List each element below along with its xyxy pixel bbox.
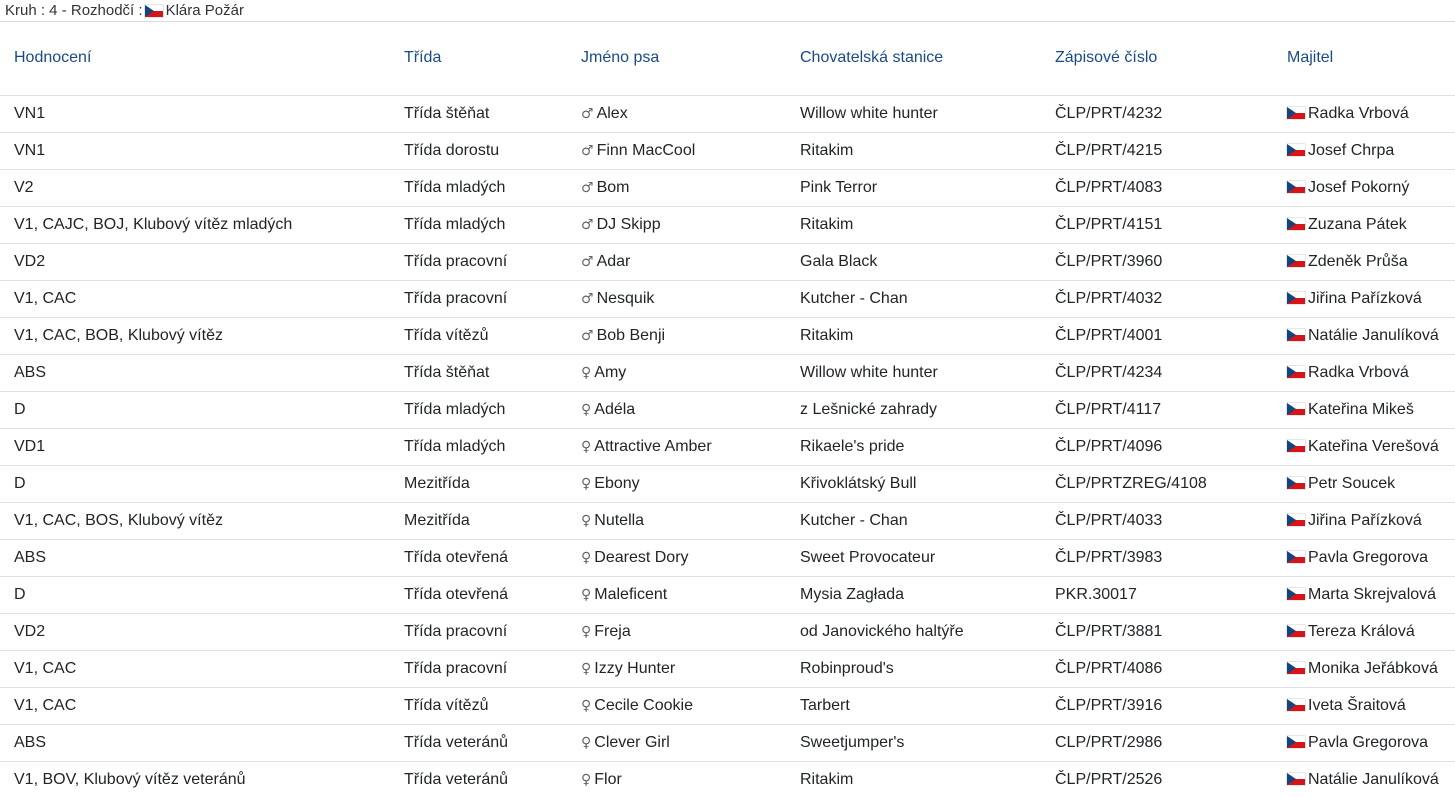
- table-row: [0, 132, 1455, 169]
- cz-flag-icon: [1287, 477, 1305, 489]
- kennel-cell: Ritakim: [800, 770, 854, 788]
- kennel-cell: Sweetjumper's: [786, 724, 1041, 761]
- class-cell: Třída vítězů: [390, 687, 567, 724]
- registration-cell: ČLP/PRT/2526: [1055, 770, 1163, 788]
- table-row: [0, 465, 1455, 502]
- registration-cell: ČLP/PRT/4234: [1041, 354, 1273, 391]
- class-cell: Třída mladých: [390, 169, 567, 206]
- table-row: [0, 317, 1455, 354]
- kennel-cell: Ritakim: [786, 206, 1041, 243]
- registration-cell: ČLP/PRT/4086: [1041, 650, 1273, 687]
- table-row: [0, 95, 1455, 132]
- owner-cell: [1273, 724, 1455, 761]
- rating-cell: VD2: [0, 613, 390, 650]
- dog-name[interactable]: Clever Girl: [594, 733, 670, 751]
- rating-cell: VN1: [0, 132, 390, 169]
- kennel-cell: Willow white hunter: [786, 95, 1041, 132]
- table-row: [0, 613, 1455, 650]
- dog-name-cell: [567, 132, 786, 169]
- owner-cell: [1273, 206, 1455, 243]
- dog-name[interactable]: Flor: [594, 770, 622, 788]
- owner-cell: [1273, 465, 1455, 502]
- registration-cell: ČLP/PRT/4117: [1041, 391, 1273, 428]
- dog-name[interactable]: Alex: [596, 104, 628, 122]
- dog-name-cell: [567, 428, 786, 465]
- cz-flag-icon: [1287, 625, 1305, 637]
- owner-name: Iveta Šraitová: [1308, 696, 1406, 714]
- ring-label: Kruh : 4 - Rozhodčí :: [5, 2, 143, 19]
- ring-header: [0, 0, 1455, 22]
- registration-cell: ČLP/PRT/4083: [1041, 169, 1273, 206]
- column-header-rating[interactable]: Hodnocení: [0, 22, 390, 95]
- female-icon: ♀: [581, 475, 592, 492]
- female-icon: ♀: [581, 549, 592, 566]
- table-row: [0, 428, 1455, 465]
- owner-name: Josef Chrpa: [1308, 141, 1395, 159]
- owner-name: Josef Pokorný: [1308, 178, 1410, 196]
- owner-name: Kateřina Mikeš: [1308, 400, 1414, 418]
- table-row: [0, 539, 1455, 576]
- rating-cell: VN1: [0, 95, 390, 132]
- rating-cell: V1, CAC: [0, 280, 390, 317]
- female-icon: ♀: [581, 586, 592, 603]
- dog-name[interactable]: Ebony: [594, 474, 640, 492]
- table-row: [0, 724, 1455, 761]
- dog-name-cell: [567, 502, 786, 539]
- class-cell: Třída dorostu: [390, 132, 567, 169]
- owner-name: Jiřina Pařízková: [1308, 511, 1422, 529]
- column-header-registration[interactable]: Zápisové číslo: [1041, 22, 1273, 95]
- female-icon: ♀: [581, 364, 592, 381]
- cz-flag-icon: [1287, 144, 1305, 156]
- owner-cell: [1273, 687, 1455, 724]
- cz-flag-icon: [1287, 514, 1305, 526]
- table-row: [0, 280, 1455, 317]
- class-cell: Třída štěňat: [390, 354, 567, 391]
- dog-name-cell: [567, 206, 786, 243]
- table-row: [0, 687, 1455, 724]
- rating-cell: V1, CAC, BOB, Klubový vítěz: [0, 317, 390, 354]
- cz-flag-icon: [1287, 662, 1305, 674]
- registration-cell: ČLP/PRT/3983: [1041, 539, 1273, 576]
- rating-cell: D: [0, 576, 390, 613]
- registration-cell: ČLP/PRT/4096: [1041, 428, 1273, 465]
- owner-name: Natálie Janulíková: [1308, 770, 1439, 788]
- female-icon: ♀: [581, 771, 592, 788]
- dog-name-cell: [567, 576, 786, 613]
- kennel-cell: Ritakim: [786, 132, 1041, 169]
- kennel-cell: Kutcher - Chan: [786, 280, 1041, 317]
- owner-cell: [1273, 650, 1455, 687]
- owner-name: Natálie Janulíková: [1308, 326, 1439, 344]
- rating-cell: V2: [0, 169, 390, 206]
- registration-cell: ČLP/PRT/3881: [1041, 613, 1273, 650]
- owner-name: Marta Skrejvalová: [1308, 585, 1437, 603]
- cz-flag-icon: [1287, 218, 1305, 230]
- owner-cell: [1273, 280, 1455, 317]
- owner-cell: [1273, 354, 1455, 391]
- judge-name: Klára Požár: [165, 2, 244, 19]
- kennel-cell: Křivoklátský Bull: [786, 465, 1041, 502]
- owner-cell: [1273, 243, 1455, 280]
- male-icon: ♂: [581, 105, 594, 122]
- female-icon: ♀: [581, 660, 592, 677]
- owner-name: Monika Jeřábková: [1308, 659, 1438, 677]
- owner-cell: [1273, 391, 1455, 428]
- kennel-cell: Willow white hunter: [786, 354, 1041, 391]
- dog-name-cell: [567, 687, 786, 724]
- rating-cell: V1, CAC: [0, 650, 390, 687]
- table-row: [0, 502, 1455, 539]
- owner-name: Zdeněk Průša: [1308, 252, 1408, 270]
- kennel-cell: Gala Black: [786, 243, 1041, 280]
- cz-flag-icon: [1287, 329, 1305, 341]
- registration-cell: ČLP/PRT/4032: [1041, 280, 1273, 317]
- dog-name[interactable]: Bob Benji: [596, 326, 666, 344]
- owner-cell: [1273, 95, 1455, 132]
- class-cell: Třída veteránů: [390, 724, 567, 761]
- male-icon: ♂: [581, 142, 594, 159]
- table-row: [0, 761, 1455, 798]
- female-icon: ♀: [581, 512, 592, 529]
- registration-cell: ČLP/PRT/4001: [1041, 317, 1273, 354]
- table-row: [0, 243, 1455, 280]
- table-header-row: [0, 22, 1455, 95]
- kennel-cell: Ritakim: [786, 317, 1041, 354]
- class-cell: Třída veteránů: [404, 770, 509, 788]
- class-cell: Třída pracovní: [390, 613, 567, 650]
- kennel-cell: Robinproud's: [786, 650, 1041, 687]
- registration-cell: ČLP/PRT/4033: [1041, 502, 1273, 539]
- owner-name: Petr Soucek: [1308, 474, 1396, 492]
- rating-cell: ABS: [0, 539, 390, 576]
- dog-name[interactable]: Attractive Amber: [594, 437, 712, 455]
- kennel-cell: Pink Terror: [786, 169, 1041, 206]
- dog-name-cell: [567, 317, 786, 354]
- dog-name-cell: [567, 280, 786, 317]
- table-row: [0, 354, 1455, 391]
- male-icon: ♂: [581, 290, 594, 307]
- registration-cell: ČLP/PRT/3960: [1041, 243, 1273, 280]
- owner-cell: [1273, 428, 1455, 465]
- dog-name-cell: [567, 95, 786, 132]
- male-icon: ♂: [581, 327, 594, 344]
- class-cell: Třída pracovní: [390, 280, 567, 317]
- class-cell: Mezitřída: [390, 465, 567, 502]
- dog-name-cell: [567, 650, 786, 687]
- class-cell: Třída mladých: [390, 428, 567, 465]
- kennel-cell: Rikaele's pride: [786, 428, 1041, 465]
- class-cell: Třída vítězů: [390, 317, 567, 354]
- dog-name-cell: [567, 354, 786, 391]
- kennel-cell: z Lešnické zahrady: [786, 391, 1041, 428]
- cz-flag-icon: [145, 5, 163, 17]
- rating-cell: VD1: [0, 428, 390, 465]
- owner-name: Pavla Gregorova: [1308, 733, 1429, 751]
- owner-cell: [1273, 539, 1455, 576]
- registration-cell: PKR.30017: [1041, 576, 1273, 613]
- registration-cell: ČLP/PRT/4232: [1041, 95, 1273, 132]
- female-icon: ♀: [581, 697, 592, 714]
- dog-name[interactable]: Nesquik: [596, 289, 655, 307]
- column-header-dog-name[interactable]: Jméno psa: [567, 22, 786, 95]
- owner-cell: [1273, 576, 1455, 613]
- dog-name-cell: [567, 391, 786, 428]
- male-icon: ♂: [581, 179, 594, 196]
- kennel-cell: Sweet Provocateur: [786, 539, 1041, 576]
- rating-cell: V1, BOV, Klubový vítěz veteránů: [14, 770, 246, 788]
- cz-flag-icon: [1287, 551, 1305, 563]
- owner-name: Radka Vrbová: [1308, 363, 1409, 381]
- class-cell: Třída pracovní: [390, 243, 567, 280]
- rating-cell: ABS: [0, 724, 390, 761]
- column-header-owner[interactable]: Majitel: [1273, 22, 1455, 95]
- rating-cell: D: [0, 391, 390, 428]
- dog-name[interactable]: Adar: [596, 252, 631, 270]
- owner-cell: [1273, 317, 1455, 354]
- rating-cell: V1, CAJC, BOJ, Klubový vítěz mladých: [0, 206, 390, 243]
- owner-cell: [1273, 761, 1455, 798]
- cz-flag-icon: [1287, 773, 1305, 785]
- female-icon: ♀: [581, 438, 592, 455]
- cz-flag-icon: [1287, 181, 1305, 193]
- dog-name-cell: [567, 465, 786, 502]
- dog-name-cell: [567, 724, 786, 761]
- rating-cell: V1, CAC: [0, 687, 390, 724]
- male-icon: ♂: [581, 216, 594, 233]
- owner-name: Kateřina Verešová: [1308, 437, 1439, 455]
- registration-cell: CLP/PRT/2986: [1041, 724, 1273, 761]
- dog-name-cell: [567, 169, 786, 206]
- dog-name[interactable]: DJ Skipp: [596, 215, 661, 233]
- dog-name[interactable]: Finn MacCool: [596, 141, 696, 159]
- rating-cell: D: [0, 465, 390, 502]
- dog-name[interactable]: Dearest Dory: [594, 548, 689, 566]
- dog-name-cell: [567, 613, 786, 650]
- class-cell: Třída otevřená: [390, 576, 567, 613]
- cz-flag-icon: [1287, 255, 1305, 267]
- class-cell: Třída štěňat: [390, 95, 567, 132]
- dog-name[interactable]: Izzy Hunter: [594, 659, 676, 677]
- kennel-cell: Mysia Zagłada: [786, 576, 1041, 613]
- rating-cell: ABS: [0, 354, 390, 391]
- cz-flag-icon: [1287, 107, 1305, 119]
- results-table: [0, 22, 1455, 798]
- class-cell: Třída pracovní: [390, 650, 567, 687]
- dog-name-cell: [567, 761, 786, 798]
- male-icon: ♂: [581, 253, 594, 270]
- rating-cell: VD2: [0, 243, 390, 280]
- rating-cell: V1, CAC, BOS, Klubový vítěz: [0, 502, 390, 539]
- dog-name-cell: [567, 243, 786, 280]
- female-icon: ♀: [581, 734, 592, 751]
- cz-flag-icon: [1287, 736, 1305, 748]
- column-header-class[interactable]: Třída: [390, 22, 567, 95]
- dog-name[interactable]: Nutella: [594, 511, 645, 529]
- female-icon: ♀: [581, 401, 592, 418]
- owner-cell: [1273, 613, 1455, 650]
- cz-flag-icon: [1287, 440, 1305, 452]
- class-cell: Mezitřída: [390, 502, 567, 539]
- kennel-cell: od Janovického haltýře: [786, 613, 1041, 650]
- cz-flag-icon: [1287, 588, 1305, 600]
- female-icon: ♀: [581, 623, 592, 640]
- owner-name: Jiřina Pařízková: [1308, 289, 1422, 307]
- dog-name[interactable]: Amy: [594, 363, 627, 381]
- column-header-kennel[interactable]: Chovatelská stanice: [786, 22, 1041, 95]
- class-cell: Třída mladých: [390, 206, 567, 243]
- cz-flag-icon: [1287, 699, 1305, 711]
- table-row: [0, 576, 1455, 613]
- dog-name[interactable]: Freja: [594, 622, 631, 640]
- owner-cell: [1273, 169, 1455, 206]
- registration-cell: ČLP/PRT/4151: [1041, 206, 1273, 243]
- dog-name[interactable]: Bom: [596, 178, 630, 196]
- cz-flag-icon: [1287, 292, 1305, 304]
- dog-name-cell: [567, 539, 786, 576]
- kennel-cell: Kutcher - Chan: [786, 502, 1041, 539]
- cz-flag-icon: [1287, 366, 1305, 378]
- owner-name: Pavla Gregorova: [1308, 548, 1429, 566]
- registration-cell: ČLP/PRT/4215: [1041, 132, 1273, 169]
- owner-cell: [1273, 502, 1455, 539]
- table-row: [0, 206, 1455, 243]
- owner-name: Tereza Králová: [1308, 622, 1415, 640]
- owner-cell: [1273, 132, 1455, 169]
- table-row: [0, 169, 1455, 206]
- dog-name[interactable]: Cecile Cookie: [594, 696, 693, 714]
- class-cell: Třída mladých: [390, 391, 567, 428]
- class-cell: Třída otevřená: [390, 539, 567, 576]
- cz-flag-icon: [1287, 403, 1305, 415]
- table-row: [0, 650, 1455, 687]
- registration-cell: ČLP/PRT/3916: [1041, 687, 1273, 724]
- kennel-cell: Tarbert: [786, 687, 1041, 724]
- owner-name: Zuzana Pátek: [1308, 215, 1407, 233]
- registration-cell: ČLP/PRTZREG/4108: [1041, 465, 1273, 502]
- owner-name: Radka Vrbová: [1308, 104, 1409, 122]
- dog-name[interactable]: Adéla: [594, 400, 636, 418]
- table-row: [0, 391, 1455, 428]
- dog-name[interactable]: Maleficent: [594, 585, 668, 603]
